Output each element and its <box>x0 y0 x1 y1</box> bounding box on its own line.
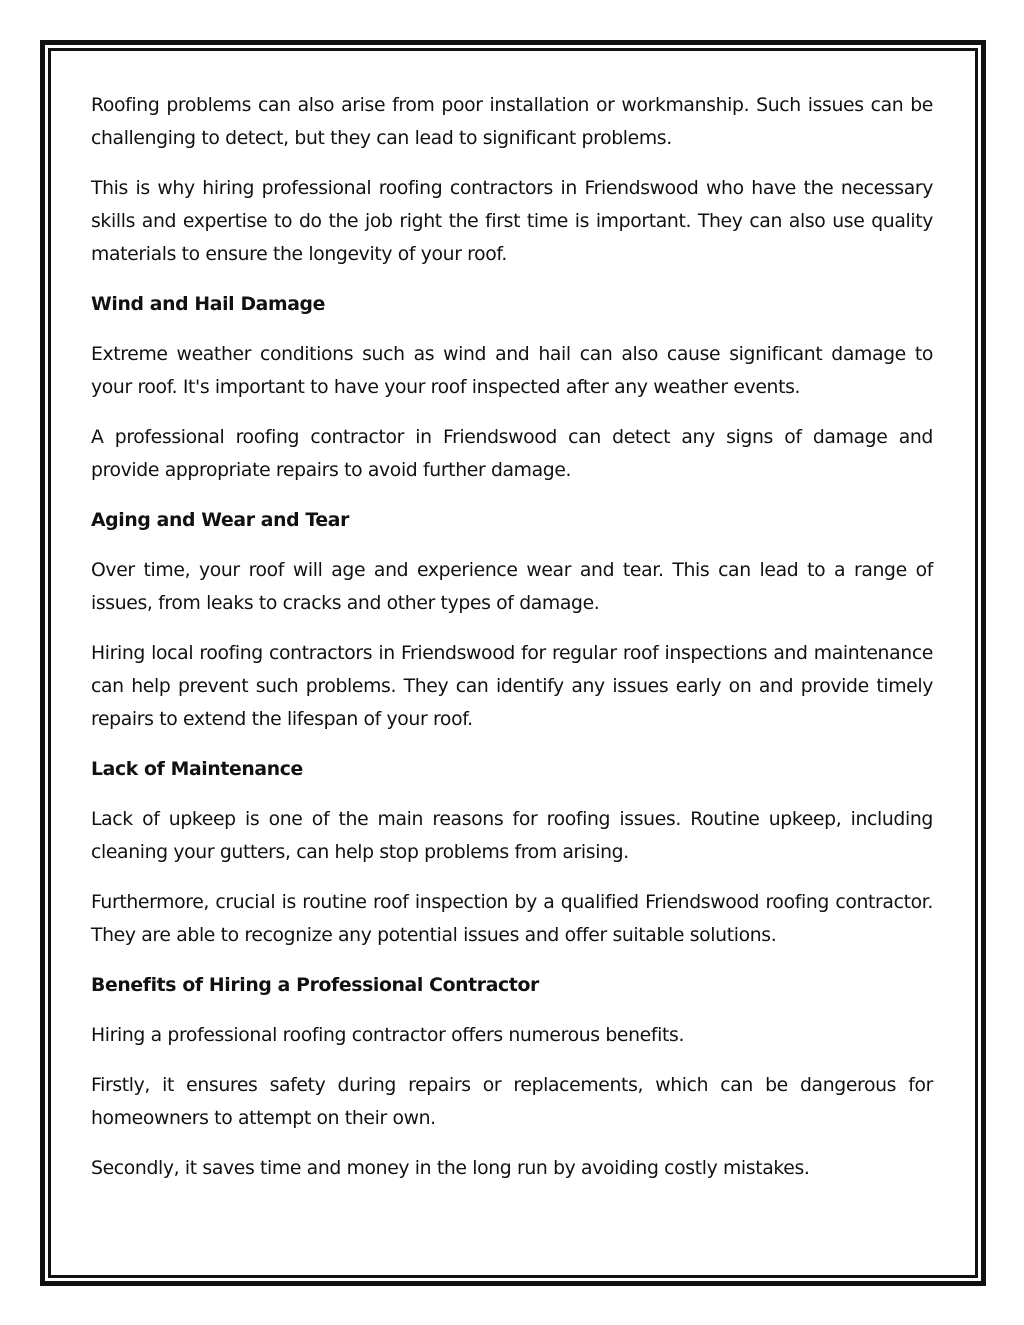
heading-lack-of-maintenance: Lack of Maintenance <box>91 759 303 780</box>
paragraph-time-money: Secondly, it saves time and money in the long run by avoiding costly mistakes. <box>91 1158 810 1179</box>
paragraph-extreme-weather: Extreme weather conditions such as wind and hail can also cause significant damage to your roof. It's important to have your roof inspected after any weather events. <box>91 344 933 398</box>
paragraph-detect-damage: A professional roofing contractor in Friendswood can detect any signs of damage and provide appropriate repairs to avoid further damage. <box>91 427 933 481</box>
document-body <box>91 89 933 1202</box>
heading-aging-wear-tear: Aging and Wear and Tear <box>91 510 350 531</box>
heading-wind-hail-damage: Wind and Hail Damage <box>91 294 326 315</box>
heading-benefits: Benefits of Hiring a Professional Contractor <box>91 975 539 996</box>
paragraph-regular-inspections: Hiring local roofing contractors in Friendswood for regular roof inspections and maintenance can help prevent such problems. They can identify any issues early on and provide timely repairs to extend the lifespan of your roof. <box>91 643 933 730</box>
paragraph-safety: Firstly, it ensures safety during repairs or replacements, which can be dangerous for homeowners to attempt on their own. <box>91 1075 933 1129</box>
paragraph-lack-of-upkeep: Lack of upkeep is one of the main reasons for roofing issues. Routine upkeep, including cleaning your gutters, can help stop problems from arising. <box>91 809 933 863</box>
paragraph-hiring-professionals: This is why hiring professional roofing contractors in Friendswood who have the necessary skills and expertise to do the job right the first time is important. They can also use quality materials to ensure the longevity of your roof. <box>91 178 933 265</box>
paragraph-numerous-benefits: Hiring a professional roofing contractor offers numerous benefits. <box>91 1025 685 1046</box>
paragraph-routine-inspection: Furthermore, crucial is routine roof inspection by a qualified Friendswood roofing contractor. They are able to recognize any potential issues and offer suitable solutions. <box>91 892 933 946</box>
paragraph-installation-problems: Roofing problems can also arise from poor installation or workmanship. Such issues can be challenging to detect, but they can lead to significant problems. <box>91 95 933 149</box>
paragraph-roof-aging: Over time, your roof will age and experience wear and tear. This can lead to a range of issues, from leaks to cracks and other types of damage. <box>91 560 933 614</box>
